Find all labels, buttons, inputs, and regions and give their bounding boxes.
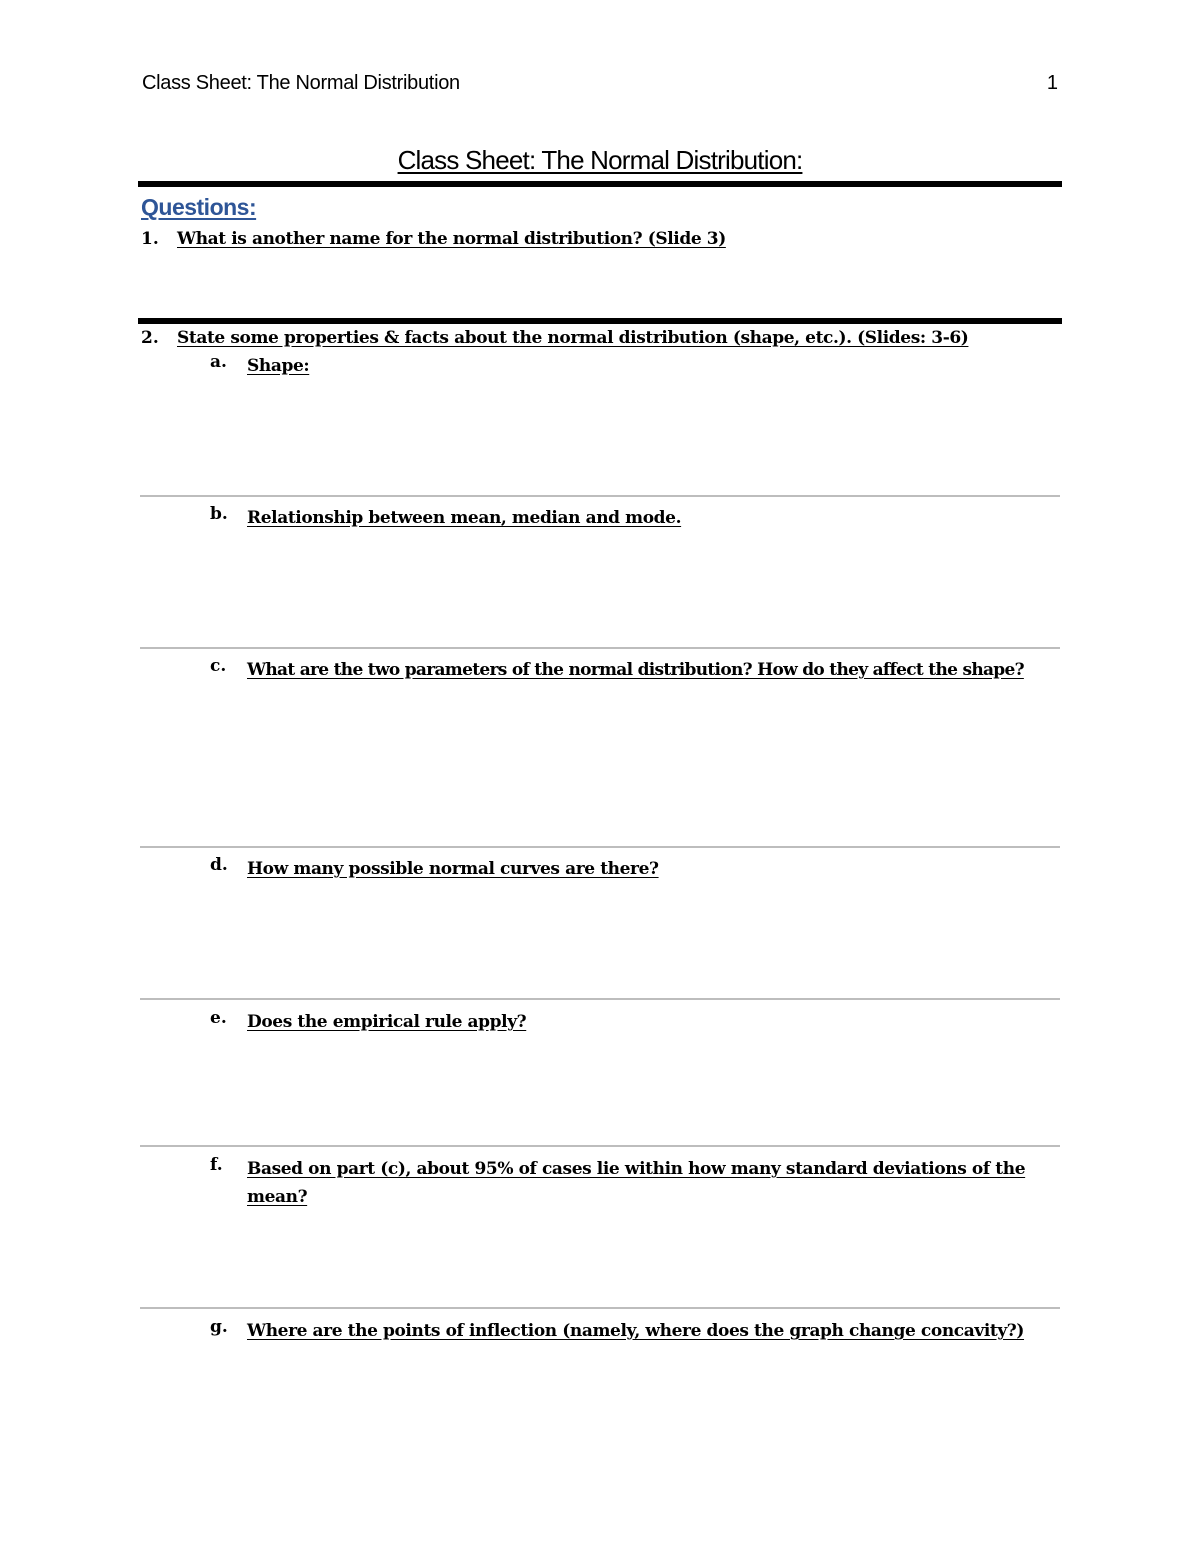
part-d-text: How many possible normal curves are there? bbox=[247, 859, 659, 879]
questions-heading: Questions: bbox=[141, 194, 257, 220]
part-c-letter: c. bbox=[210, 656, 227, 676]
running-header-title: Class Sheet: The Normal Distribution bbox=[142, 72, 460, 94]
part-d-letter: d. bbox=[210, 855, 228, 875]
part-e-text: Does the empirical rule apply? bbox=[247, 1012, 527, 1032]
answer-rule-c bbox=[140, 846, 1060, 848]
page-number: 1 bbox=[1046, 72, 1058, 94]
running-header bbox=[140, 72, 1060, 102]
part-g-text: Where are the points of inflection (namely, where does the graph change concavity?) bbox=[247, 1321, 1025, 1341]
part-f-letter: f. bbox=[210, 1155, 223, 1175]
answer-rule-b bbox=[140, 647, 1060, 649]
question-separator-rule bbox=[138, 318, 1062, 324]
answer-rule-f bbox=[140, 1307, 1060, 1309]
part-a-letter: a. bbox=[210, 352, 227, 372]
answer-rule-a bbox=[140, 495, 1060, 497]
question-2-text: State some properties & facts about the normal distribution (shape, etc.). (Slides: 3-6) bbox=[177, 328, 969, 348]
part-b-letter: b. bbox=[210, 504, 228, 524]
question-1-number: 1. bbox=[141, 229, 159, 249]
part-e-letter: e. bbox=[210, 1008, 227, 1028]
document-title: Class Sheet: The Normal Distribution: bbox=[397, 145, 803, 175]
part-c-text: What are the two parameters of the normal distribution? How do they affect the shape? bbox=[247, 660, 1024, 680]
part-b-text: Relationship between mean, median and mode. bbox=[247, 508, 682, 528]
question-2-number: 2. bbox=[141, 328, 159, 348]
title-rule bbox=[138, 181, 1062, 187]
answer-rule-e bbox=[140, 1145, 1060, 1147]
question-1-text: What is another name for the normal distribution? (Slide 3) bbox=[177, 229, 726, 249]
part-a-text: Shape: bbox=[247, 356, 310, 376]
part-g-letter: g. bbox=[210, 1317, 228, 1337]
answer-rule-d bbox=[140, 998, 1060, 1000]
part-f-text: Based on part (c), about 95% of cases lie within how many standard deviations of the mean? bbox=[247, 1159, 1026, 1207]
